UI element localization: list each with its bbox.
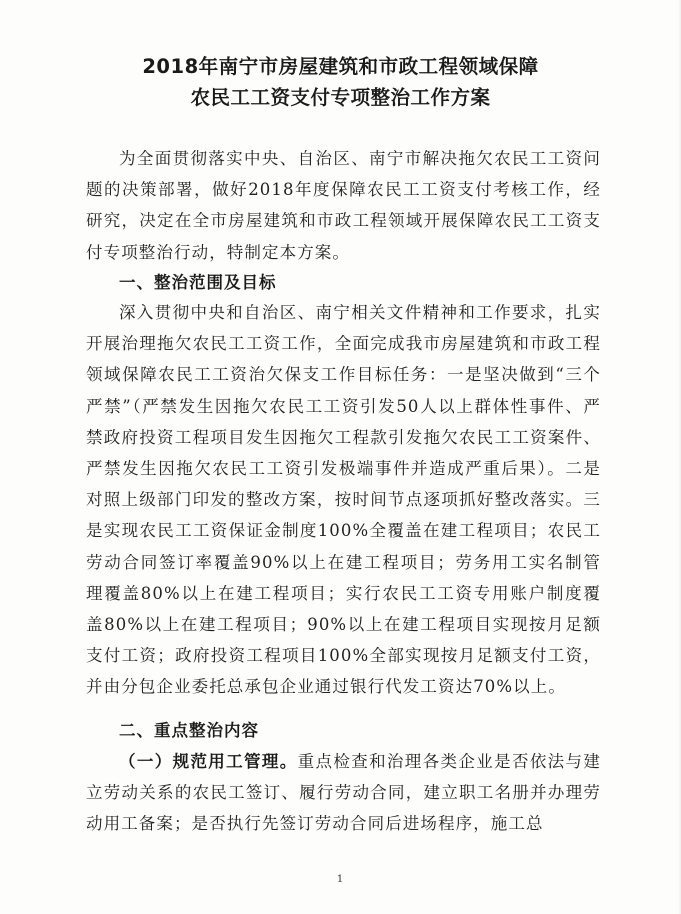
- document-title-line-1: 2018年南宁市房屋建筑和市政工程领域保障: [142, 55, 539, 78]
- item-1-text: 重点检查和治理各类企业是否依法与建立劳动关系的农民工签订、履行劳动合同，建立职工名册并办理劳动用工备案；是否执行先签订劳动合同后进场程序，施工总: [86, 752, 602, 834]
- section-2-heading: 二、重点整治内容: [119, 721, 259, 740]
- document-title-line-2: 农民工工资支付专项整治工作方案: [190, 86, 491, 109]
- section-1-paragraph: 深入贯彻中央和自治区、南宁相关文件精神和工作要求，扎实开展治理拖欠农民工工资工作，全面完成我市房屋建筑和市政工程领域保障农民工工资治欠保支工作目标任务：一是坚决做到“三个严禁”（严禁发生因拖欠农民工工资引发50人以上群体性事件、严禁政府投资工程项目发生因拖欠工程款引发拖欠农民工工资案件、严禁发生因拖欠农民工工资引发极端事件并造成严重后果）。二是对照上级部门印发的整改方案，按时间节点逐项抓好整改落实。三是实现农民工工资保证金制度100%全覆盖在建工程项目；农民工劳动合同签订率覆盖90%以上在建工程项目；劳务用工实名制管理覆盖80%以上在建工程项目；实行农民工工资专用账户制度覆盖80%以上在建工程项目；90%以上在建工程项目实现按月足额支付工资；政府投资工程项目100%全部实现按月足额支付工资，并由分包企业委托总承包企业通过银行代发工资达70%以上。: [86, 303, 601, 697]
- page-number: 1: [336, 874, 344, 885]
- item-1-lead: （一）规范用工管理。: [119, 752, 298, 771]
- section-2-item-1: [86, 746, 601, 840]
- section-1-heading: 一、整治范围及目标: [119, 273, 277, 292]
- intro-paragraph: 为全面贯彻落实中央、自治区、南宁市解决拖欠农民工工资问题的决策部署，做好2018年度保障农民工工资支付考核工作，经研究，决定在全市房屋建筑和市政工程领域开展保障农民工工资支付专项整治行动，特制定本方案。: [86, 149, 601, 262]
